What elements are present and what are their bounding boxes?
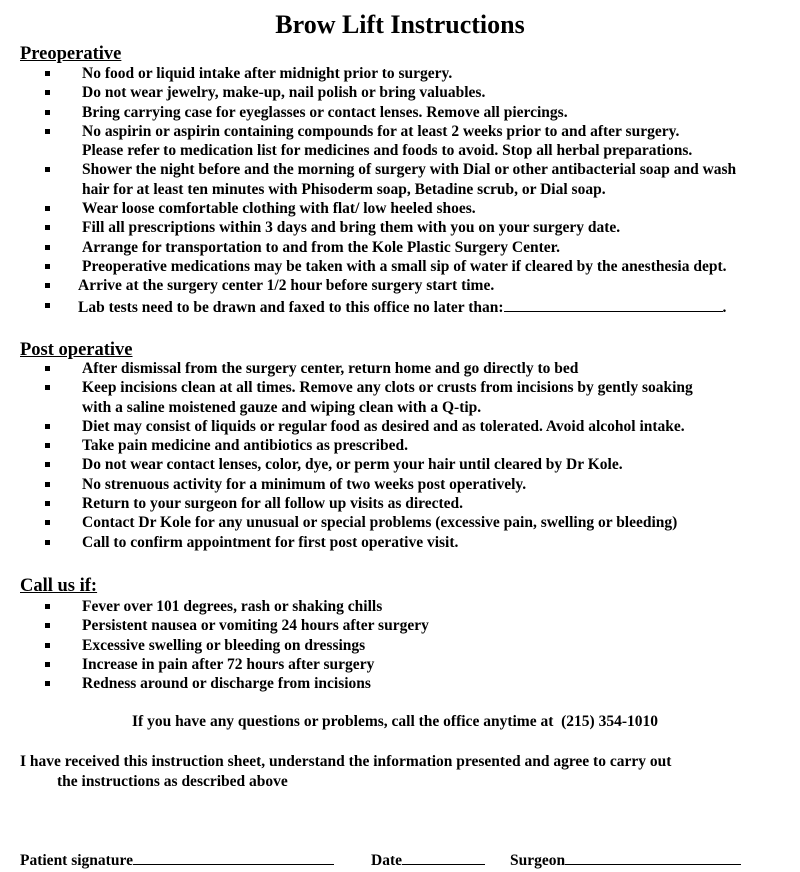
list-item: [0, 359, 800, 378]
bullet-icon: [45, 540, 50, 545]
list-item-text: Increase in pain after 72 hours after surgery: [82, 655, 375, 673]
list-item: [0, 378, 800, 417]
list-item: [0, 257, 800, 276]
post-operative-list: [0, 359, 800, 552]
list-item-text: Diet may consist of liquids or regular food as desired and as tolerated. Avoid alcohol intake.: [82, 417, 685, 435]
date-field: [371, 849, 485, 871]
surgeon-line[interactable]: [565, 849, 741, 865]
list-item-text: Arrive at the surgery center 1/2 hour before surgery start time.: [78, 277, 495, 295]
call-us-list: [0, 597, 800, 693]
list-item: [0, 122, 800, 161]
bullet-icon: [45, 462, 50, 467]
list-item-text: Call to confirm appointment for first post operative visit.: [82, 533, 459, 551]
list-item-text: Fever over 101 degrees, rash or shaking chills: [82, 598, 383, 615]
list-item-text: Persistent nausea or vomiting 24 hours after surgery: [82, 617, 429, 635]
list-item-text: After dismissal from the surgery center, return home and go directly to bed: [82, 360, 579, 377]
bullet-icon: [45, 604, 50, 609]
list-item: [0, 276, 800, 295]
list-item-text: Redness around or discharge from incisions: [82, 675, 371, 693]
list-item: [0, 83, 800, 102]
list-item-text: Take pain medicine and antibiotics as prescribed.: [82, 437, 408, 455]
list-item-text: No strenuous activity for a minimum of two weeks post operatively.: [82, 475, 527, 493]
list-item: [0, 494, 800, 513]
preoperative-heading: Preoperative: [20, 44, 122, 64]
list-item-text: Do not wear jewelry, make-up, nail polish or bring valuables.: [82, 84, 486, 102]
list-item: [0, 455, 800, 474]
lab-tests-text: Lab tests need to be drawn and faxed to this office no later than:: [78, 298, 504, 316]
bullet-icon: [45, 385, 50, 390]
bullet-icon: [45, 623, 50, 628]
list-item: [0, 636, 800, 655]
contact-phone: (215) 354-1010: [561, 713, 658, 730]
bullet-icon: [45, 366, 50, 371]
list-item: [0, 533, 800, 552]
list-item-text: Do not wear contact lenses, color, dye, or perm your hair until cleared by Dr Kole.: [82, 456, 623, 474]
bullet-icon: [45, 283, 50, 288]
bullet-icon: [45, 129, 50, 134]
patient-signature-line[interactable]: [133, 849, 334, 865]
date-label: Date: [371, 852, 402, 869]
bullet-icon: [45, 520, 50, 525]
bullet-icon: [45, 501, 50, 506]
bullet-icon: [45, 424, 50, 429]
list-item: [0, 655, 800, 674]
list-item: [0, 64, 800, 83]
list-item: [0, 513, 800, 532]
list-item-text: No aspirin or aspirin containing compounds for at least 2 weeks prior to and after surgery.: [82, 122, 680, 140]
bullet-icon: [45, 303, 50, 308]
bullet-icon: [45, 90, 50, 95]
list-item: [0, 238, 800, 257]
bullet-icon: [45, 443, 50, 448]
preoperative-list: [0, 64, 800, 317]
bullet-icon: [45, 206, 50, 211]
contact-text: If you have any questions or problems, call the office anytime at: [132, 713, 554, 730]
patient-signature-label: Patient signature: [20, 852, 133, 869]
list-item-text: Preoperative medications may be taken with a small sip of water if cleared by the anesthesia dept.: [82, 257, 727, 275]
surgeon-label: Surgeon: [510, 852, 566, 869]
list-item: [0, 475, 800, 494]
list-item: [0, 616, 800, 635]
bullet-icon: [45, 482, 50, 487]
list-item-text: Return to your surgeon for all follow up visits as directed.: [82, 495, 464, 513]
contact-line: [132, 712, 658, 732]
bullet-icon: [45, 225, 50, 230]
date-line[interactable]: [402, 849, 485, 865]
list-item: [0, 199, 800, 218]
list-item-text: Bring carrying case for eyeglasses or contact lenses. Remove all piercings.: [82, 103, 568, 121]
lab-tests-item: [0, 296, 800, 317]
list-item: [0, 417, 800, 436]
list-item-text: Keep incisions clean at all times. Remove any clots or crusts from incisions by gently soaking: [82, 379, 693, 397]
page-title: Brow Lift Instructions: [275, 10, 525, 39]
list-item-text: Wear loose comfortable clothing with flat/ low heeled shoes.: [82, 200, 476, 218]
list-item-text: Excessive swelling or bleeding on dressings: [82, 636, 366, 654]
acknowledgement-line-1: I have received this instruction sheet, understand the information presented and agree to carry out: [20, 753, 672, 770]
patient-signature-field: [20, 849, 334, 871]
list-item: [0, 160, 800, 199]
bullet-icon: [45, 71, 50, 76]
list-item-text: No food or liquid intake after midnight prior to surgery.: [82, 65, 453, 82]
list-item: [0, 103, 800, 122]
bullet-icon: [45, 643, 50, 648]
list-item: [0, 218, 800, 237]
bullet-icon: [45, 264, 50, 269]
bullet-icon: [45, 681, 50, 686]
post-operative-heading: Post operative: [20, 340, 133, 360]
bullet-icon: [45, 167, 50, 172]
call-us-heading: Call us if:: [20, 576, 98, 596]
lab-date-line[interactable]: [504, 296, 723, 312]
list-item-text: Please refer to medication list for medicines and foods to avoid. Stop all herbal preparations.: [82, 142, 693, 160]
lab-tests-period: .: [722, 298, 727, 316]
list-item: [0, 597, 800, 616]
list-item: [0, 436, 800, 455]
acknowledgement: [20, 752, 671, 791]
list-item-text: Shower the night before and the morning of surgery with Dial or other antibacterial soap and wash: [82, 161, 737, 179]
list-item-text: with a saline moistened gauze and wiping clean with a Q-tip.: [82, 398, 482, 416]
bullet-icon: [45, 245, 50, 250]
acknowledgement-line-2: the instructions as described above: [57, 772, 288, 790]
list-item-text: Fill all prescriptions within 3 days and bring them with you on your surgery date.: [82, 219, 621, 237]
bullet-icon: [45, 110, 50, 115]
surgeon-field: [510, 849, 741, 871]
list-item-text: Contact Dr Kole for any unusual or special problems (excessive pain, swelling or bleeding): [82, 514, 678, 532]
list-item-text: Arrange for transportation to and from the Kole Plastic Surgery Center.: [82, 238, 560, 256]
bullet-icon: [45, 662, 50, 667]
list-item-text: hair for at least ten minutes with Phisoderm soap, Betadine scrub, or Dial soap.: [82, 180, 606, 198]
list-item: [0, 674, 800, 693]
